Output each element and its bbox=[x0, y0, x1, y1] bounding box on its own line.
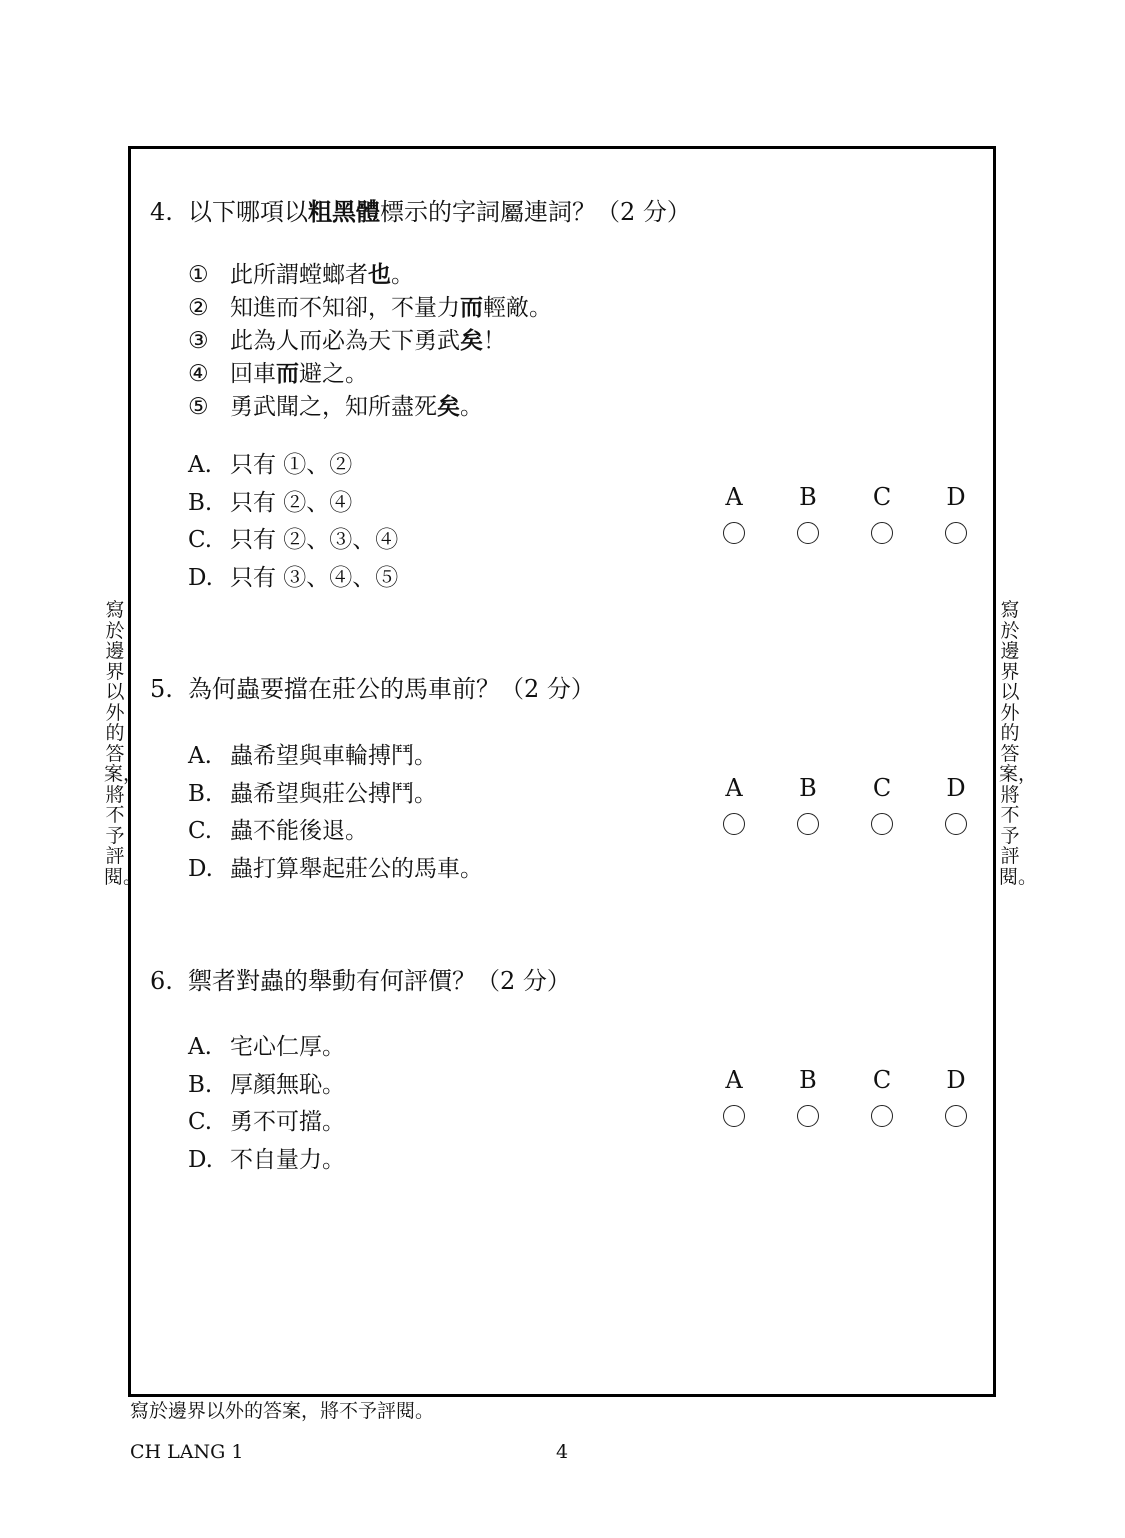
statement-bold-word: 而 bbox=[460, 295, 483, 321]
option-letter: C. bbox=[188, 1109, 213, 1135]
option-letter: A. bbox=[188, 452, 212, 478]
question-text: 禦者對蟲的舉動有何評價？（2 分） bbox=[188, 967, 571, 995]
option-text: 只有 ②、④ bbox=[230, 490, 353, 516]
side-note-right: 寫於邊界以外的答案，將不予評閱。 bbox=[999, 599, 1038, 888]
statement-text: 此所謂螳螂者 bbox=[230, 262, 368, 288]
option-letter: D. bbox=[188, 565, 213, 591]
answer-label-b: B bbox=[799, 1066, 817, 1094]
question-6-title bbox=[150, 961, 571, 996]
answer-bubble-c[interactable] bbox=[860, 522, 904, 546]
option-b bbox=[188, 775, 437, 808]
question-number: 5. bbox=[150, 675, 173, 703]
option-text: 只有 ②、③、④ bbox=[230, 527, 399, 553]
option-text: 蟲打算舉起莊公的馬車。 bbox=[230, 856, 483, 882]
question-number: 4. bbox=[150, 198, 173, 226]
statement-end: 。 bbox=[460, 394, 483, 420]
statement-text: 此為人而必為天下勇武 bbox=[230, 328, 460, 354]
question-text-end: 標示的字詞屬連詞？（2 分） bbox=[380, 198, 691, 226]
statement-marker: ② bbox=[188, 295, 209, 321]
question-text: 為何蟲要擋在莊公的馬車前？（2 分） bbox=[188, 675, 595, 703]
statement-end: 輕敵。 bbox=[483, 295, 552, 321]
answer-label-d: D bbox=[946, 483, 966, 511]
answer-bubble-c[interactable] bbox=[860, 813, 904, 837]
statement-end: ！ bbox=[483, 328, 506, 354]
question-5-title bbox=[150, 669, 595, 704]
option-text: 厚顏無恥。 bbox=[230, 1072, 345, 1098]
option-text: 蟲希望與車輪搏鬥。 bbox=[230, 743, 437, 769]
option-text: 只有 ③、④、⑤ bbox=[230, 565, 399, 591]
option-letter: B. bbox=[188, 781, 213, 807]
option-text: 不自量力。 bbox=[230, 1147, 345, 1173]
answer-bubble-a[interactable] bbox=[712, 522, 756, 546]
option-d bbox=[188, 850, 483, 883]
answer-label-c: C bbox=[872, 1066, 892, 1094]
option-letter: C. bbox=[188, 818, 213, 844]
option-a bbox=[188, 1028, 345, 1061]
side-note-left: 寫於邊界以外的答案，將不予評閱。 bbox=[104, 599, 143, 888]
answer-bubble-c[interactable] bbox=[860, 1105, 904, 1129]
answer-grid-q5 bbox=[712, 773, 980, 853]
statement-bold-word: 而 bbox=[276, 361, 299, 387]
statement-bold-word: 也 bbox=[368, 262, 391, 288]
option-text: 蟲希望與莊公搏鬥。 bbox=[230, 781, 437, 807]
option-text: 宅心仁厚。 bbox=[230, 1034, 345, 1060]
statement-marker: ④ bbox=[188, 361, 209, 387]
option-text: 蟲不能後退。 bbox=[230, 818, 368, 844]
statement-marker: ⑤ bbox=[188, 394, 209, 420]
statement-marker: ① bbox=[188, 262, 209, 288]
option-c bbox=[188, 1103, 345, 1136]
question-text-bold: 粗黑體 bbox=[308, 198, 380, 226]
statement-end: 。 bbox=[391, 262, 414, 288]
option-a bbox=[188, 737, 437, 770]
option-b bbox=[188, 484, 352, 517]
statement-text: 回車 bbox=[230, 361, 276, 387]
answer-label-a: A bbox=[725, 1066, 743, 1094]
answer-label-b: B bbox=[799, 483, 817, 511]
option-letter: B. bbox=[188, 490, 213, 516]
answer-bubble-b[interactable] bbox=[786, 522, 830, 546]
answer-label-d: D bbox=[946, 1066, 966, 1094]
answer-bubble-b[interactable] bbox=[786, 813, 830, 837]
statement-text: 知進而不知卻，不量力 bbox=[230, 295, 460, 321]
option-letter: D. bbox=[188, 1147, 213, 1173]
statement-marker: ③ bbox=[188, 328, 209, 354]
statement-5 bbox=[188, 388, 483, 421]
question-number: 6. bbox=[150, 967, 173, 995]
footer-note: 寫於邊界以外的答案，將不予評閱。 bbox=[130, 1400, 435, 1422]
answer-bubble-a[interactable] bbox=[712, 813, 756, 837]
statement-end: 避之。 bbox=[299, 361, 368, 387]
statement-1 bbox=[188, 256, 414, 289]
answer-grid-q6 bbox=[712, 1065, 980, 1145]
statement-bold-word: 矣 bbox=[460, 328, 483, 354]
answer-bubble-d[interactable] bbox=[934, 1105, 978, 1129]
option-letter: D. bbox=[188, 856, 213, 882]
answer-grid-q4 bbox=[712, 482, 980, 562]
answer-label-d: D bbox=[946, 774, 966, 802]
answer-label-b: B bbox=[799, 774, 817, 802]
option-c bbox=[188, 812, 368, 845]
option-a bbox=[188, 446, 352, 479]
answer-label-c: C bbox=[872, 774, 892, 802]
answer-bubble-d[interactable] bbox=[934, 522, 978, 546]
option-c bbox=[188, 521, 398, 554]
option-b bbox=[188, 1066, 345, 1099]
statement-text: 勇武聞之，知所盡死 bbox=[230, 394, 437, 420]
statement-4 bbox=[188, 355, 368, 388]
statement-bold-word: 矣 bbox=[437, 394, 460, 420]
answer-label-a: A bbox=[725, 483, 743, 511]
answer-bubble-a[interactable] bbox=[712, 1105, 756, 1129]
option-letter: A. bbox=[188, 743, 212, 769]
statement-2 bbox=[188, 289, 552, 322]
answer-label-a: A bbox=[725, 774, 743, 802]
page-number: 4 bbox=[556, 1441, 569, 1463]
question-4-title bbox=[150, 192, 691, 227]
paper-code: CH LANG 1 bbox=[130, 1441, 244, 1463]
statement-3 bbox=[188, 322, 506, 355]
answer-bubble-d[interactable] bbox=[934, 813, 978, 837]
option-letter: B. bbox=[188, 1072, 213, 1098]
answer-bubble-b[interactable] bbox=[786, 1105, 830, 1129]
answer-label-c: C bbox=[872, 483, 892, 511]
question-text: 以下哪項以 bbox=[188, 198, 308, 226]
option-d bbox=[188, 1141, 345, 1174]
option-letter: C. bbox=[188, 527, 213, 553]
option-letter: A. bbox=[188, 1034, 212, 1060]
option-text: 勇不可擋。 bbox=[230, 1109, 345, 1135]
option-d bbox=[188, 559, 398, 592]
option-text: 只有 ①、② bbox=[230, 452, 353, 478]
